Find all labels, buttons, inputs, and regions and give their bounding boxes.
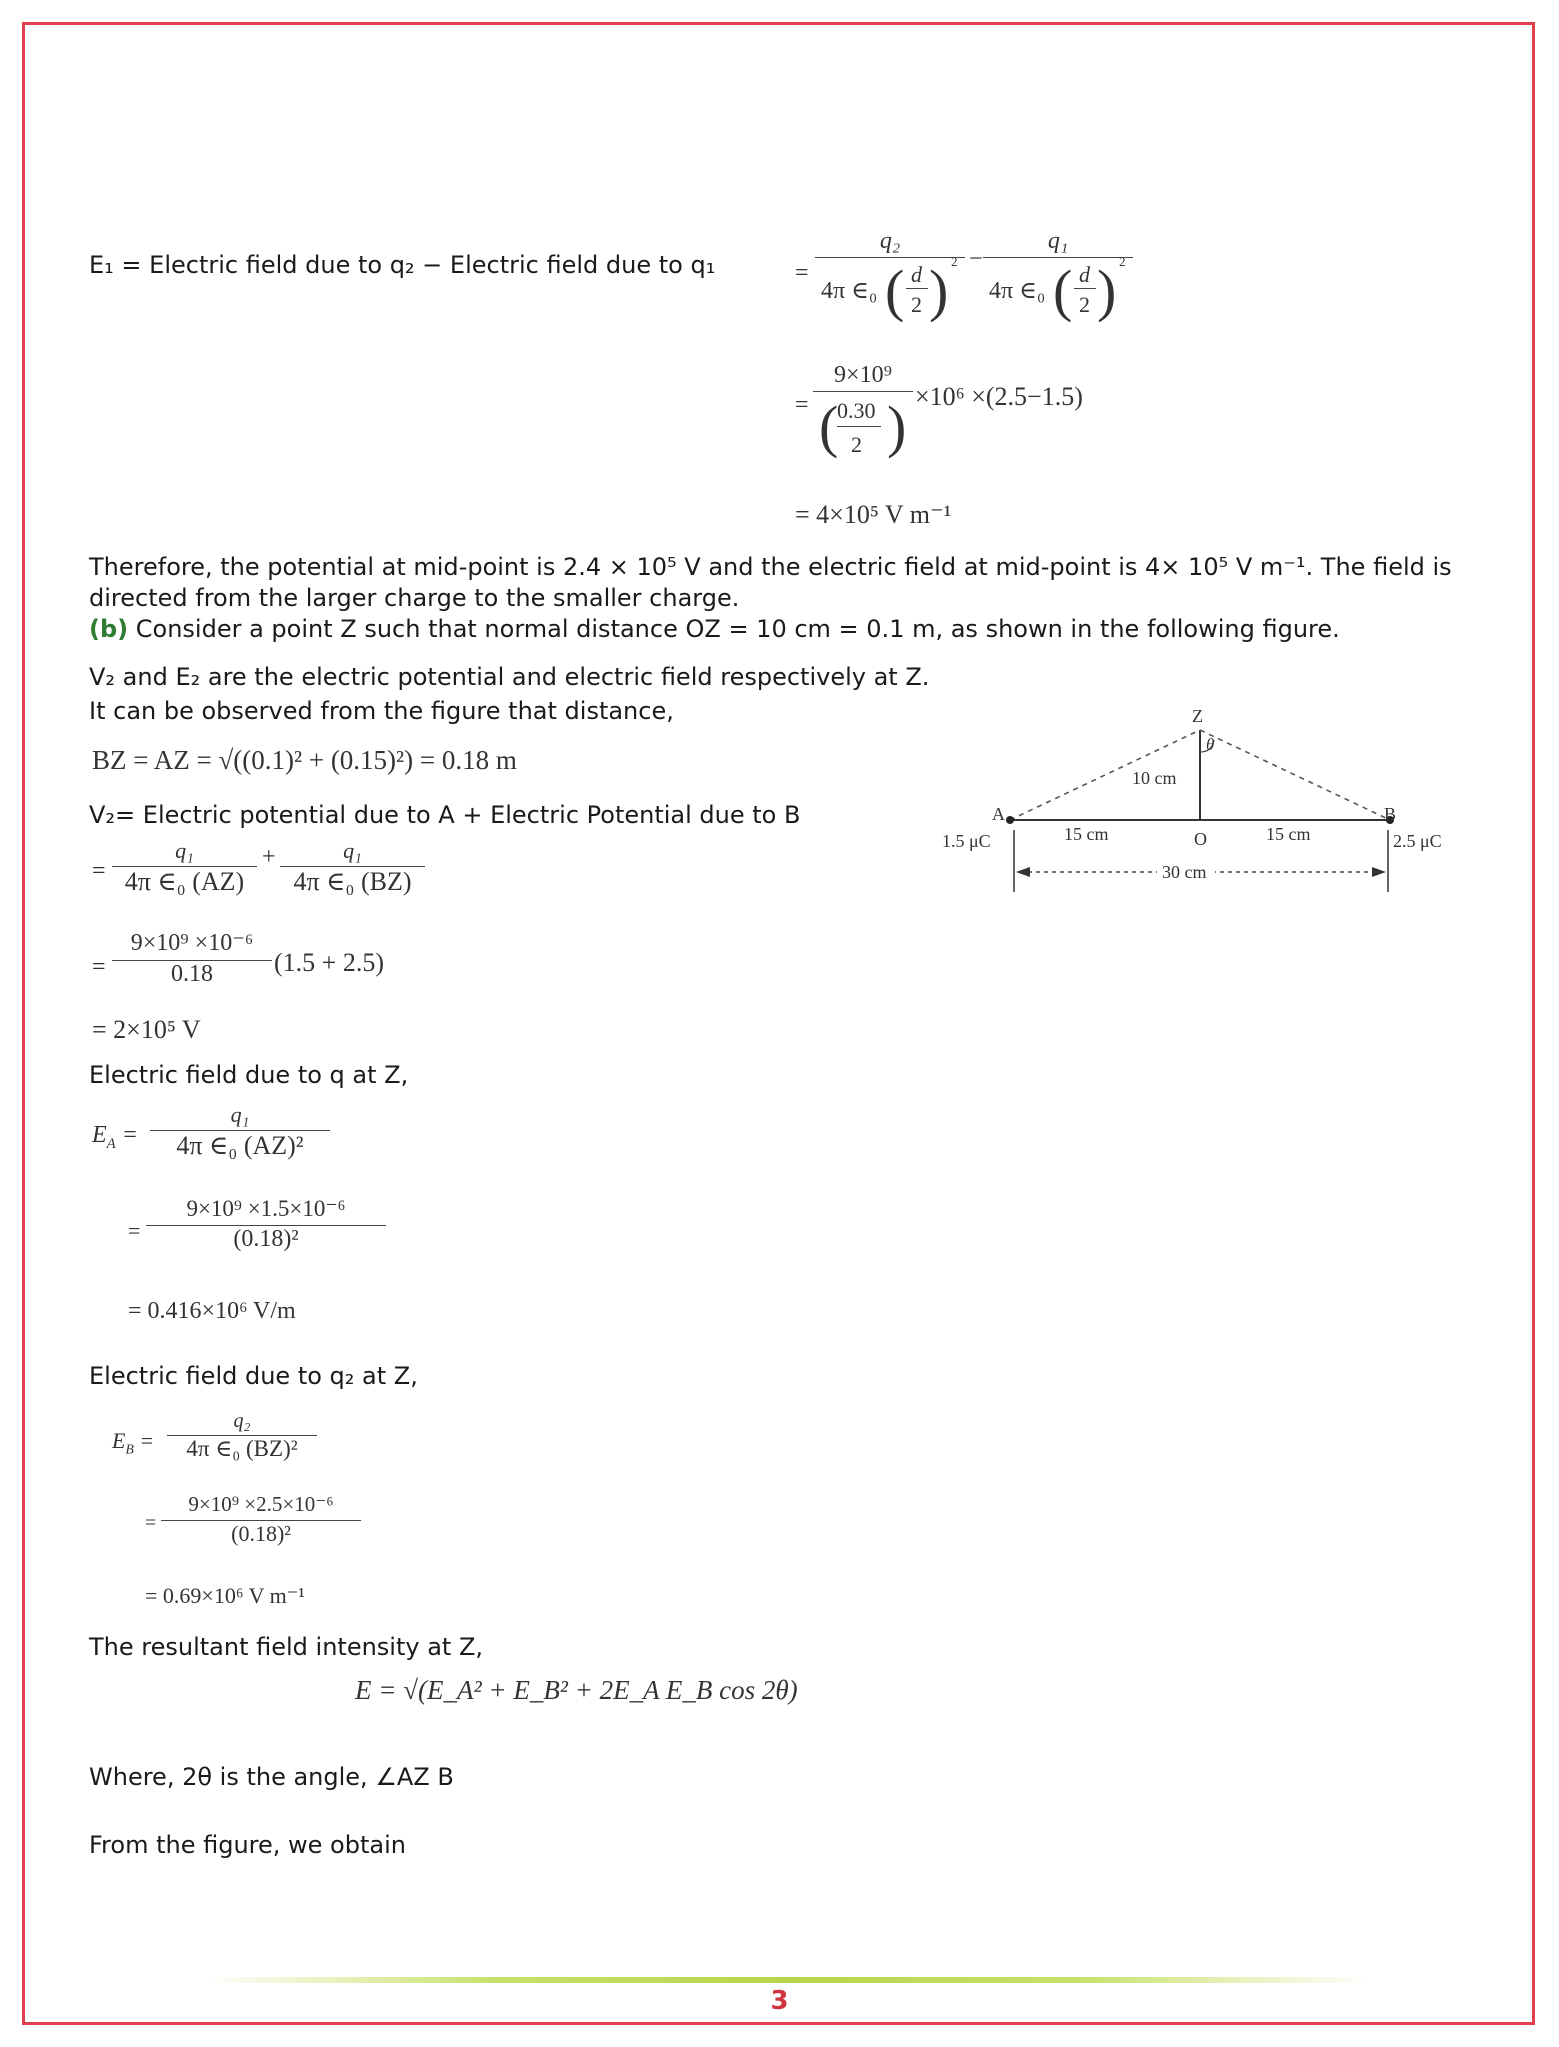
e1-result: = 4×10⁵ V m⁻¹ — [795, 500, 952, 529]
label-qb: 2.5 μC — [1393, 831, 1442, 851]
resultant-equation: E = √(E_A² + E_B² + 2E_A E_B cos 2θ) — [355, 1675, 798, 1705]
e1-sq: 2 — [951, 254, 958, 269]
label-qa: 1.5 μC — [942, 831, 991, 851]
eb-step1: $E_B$ = q₂ 4π ∈₀ (BZ)² — [112, 1410, 392, 1490]
label-ob: 15 cm — [1266, 824, 1311, 844]
eb-label: Electric field due to q₂ at Z, — [89, 1362, 418, 1390]
eb-den: 4π ∈₀ (BZ)² — [186, 1436, 298, 1461]
part-b-label: (b) — [89, 615, 129, 643]
ea-den: 4π ∈₀ (AZ)² — [176, 1131, 304, 1160]
therefore-paragraph: Therefore, the potential at mid-point is 2.4 × 10⁵ V and the electric field at mid-point is 4× 10⁵ V m⁻¹. The field is directed from the larger charge to the smaller charge. — [89, 553, 1452, 612]
minus-sign: − — [969, 246, 983, 272]
e1-formula: = q₂ 4π ∈₀ ( d 2 ) 2 − q₁ 4π ∈₀ ( d 2 ) 2 — [795, 228, 1155, 348]
page-border — [22, 22, 1535, 2025]
observed-text: It can be observed from the figure that distance, — [89, 697, 674, 725]
e1-step2-num: 9×10⁹ — [834, 362, 892, 388]
eb-num: q₂ — [233, 1410, 251, 1432]
where-text: Where, 2θ is the angle, ∠AZ B — [89, 1763, 454, 1791]
eb-step2-den: (0.18)² — [231, 1521, 291, 1546]
part-b-text: Consider a point Z such that normal distance OZ = 10 cm = 0.1 m, as shown in the following figure. — [128, 615, 1340, 643]
e1-step2-den2: 2 — [851, 432, 862, 457]
from-figure-text: From the figure, we obtain — [89, 1831, 406, 1859]
ea-label: Electric field due to q at Z, — [89, 1061, 409, 1089]
eb-step2-num: 9×10⁹ ×2.5×10⁻⁶ — [188, 1492, 334, 1516]
e1-label: E₁ = Electric field due to q₂ − Electric field due to q₁ — [89, 251, 716, 279]
v2-e2-text: V₂ and E₂ are the electric potential and electric field respectively at Z. — [89, 663, 930, 691]
label-ao: 15 cm — [1064, 824, 1109, 844]
e1-step2-den: 0.30 — [837, 398, 876, 423]
charge-figure — [930, 690, 1500, 920]
v2-step2-den: 0.18 — [171, 961, 213, 987]
v2-label: V₂= Electric potential due to A + Electric Potential due to B — [89, 801, 801, 829]
ea-num: q₁ — [230, 1102, 250, 1127]
zb-line — [1200, 730, 1390, 820]
label-a: A — [992, 804, 1005, 824]
label-oz: 10 cm — [1132, 768, 1177, 788]
right-arrow — [1372, 867, 1386, 877]
bz-equation: BZ = AZ = √((0.1)² + (0.15)²) = 0.18 m — [92, 745, 517, 775]
ea-lhs: E — [92, 1122, 107, 1148]
e1-step2: = 9×10⁹ ( 0.30 2 ) ×10⁶ ×(2.5−1.5) — [795, 362, 1083, 459]
e1-num-q2: q₂ — [879, 228, 901, 254]
v2-step1: = q₁ 4π ∈₀ (AZ) + q₁ 4π ∈₀ (BZ) — [92, 838, 452, 918]
left-arrow — [1016, 867, 1030, 877]
footer-line — [205, 1977, 1370, 1983]
ea-step2-num: 9×10⁹ ×1.5×10⁻⁶ — [186, 1196, 346, 1221]
ea-sub: A — [106, 1135, 116, 1152]
ea-step2: = 9×10⁹ ×1.5×10⁻⁶ (0.18)² — [128, 1196, 408, 1276]
e1-two: 2 — [911, 292, 922, 317]
v2-result: = 2×10⁵ V — [92, 1015, 201, 1044]
ea-step1: $E_A$ = q₁ 4π ∈₀ (AZ)² — [92, 1102, 372, 1182]
ea-step2-den: (0.18)² — [233, 1226, 299, 1252]
eb-result: = 0.69×10⁶ V m⁻¹ — [145, 1583, 305, 1608]
eb-lhs: E — [112, 1428, 126, 1453]
part-b-line — [89, 614, 1340, 645]
label-ab: 30 cm — [1162, 862, 1207, 882]
label-b: B — [1384, 804, 1397, 824]
label-z: Z — [1192, 706, 1203, 726]
e1-d: d — [911, 262, 922, 287]
e1-step2-rest: ×10⁶ ×(2.5−1.5) — [915, 382, 1083, 411]
v2-step2-rest: (1.5 + 2.5) — [274, 948, 384, 977]
eq-sign: = — [795, 260, 809, 286]
label-o: O — [1194, 829, 1207, 849]
v2-a-num: q₁ — [175, 838, 194, 863]
v2-a-den: 4π ∈₀ (AZ) — [124, 867, 245, 896]
v2-step2: = 9×10⁹ ×10⁻⁶ 0.18 (1.5 + 2.5) — [92, 930, 384, 987]
eb-step2: = 9×10⁹ ×2.5×10⁻⁶ (0.18)² — [145, 1492, 425, 1572]
page-number: 3 — [770, 1986, 789, 2016]
eb-sub: B — [125, 1441, 134, 1457]
v2-b-num: q₁ — [343, 838, 362, 863]
e1-num-q1: q₁ — [1047, 228, 1069, 254]
v2-b-den: 4π ∈₀ (BZ) — [293, 867, 412, 896]
label-theta: θ — [1206, 735, 1215, 754]
v2-step2-num: 9×10⁹ ×10⁻⁶ — [130, 930, 254, 956]
e1-den-4pi: 4π ∈₀ — [821, 278, 878, 304]
resultant-label: The resultant field intensity at Z, — [89, 1633, 484, 1661]
point-a — [1006, 816, 1014, 824]
ea-result: = 0.416×10⁶ V/m — [128, 1298, 296, 1324]
